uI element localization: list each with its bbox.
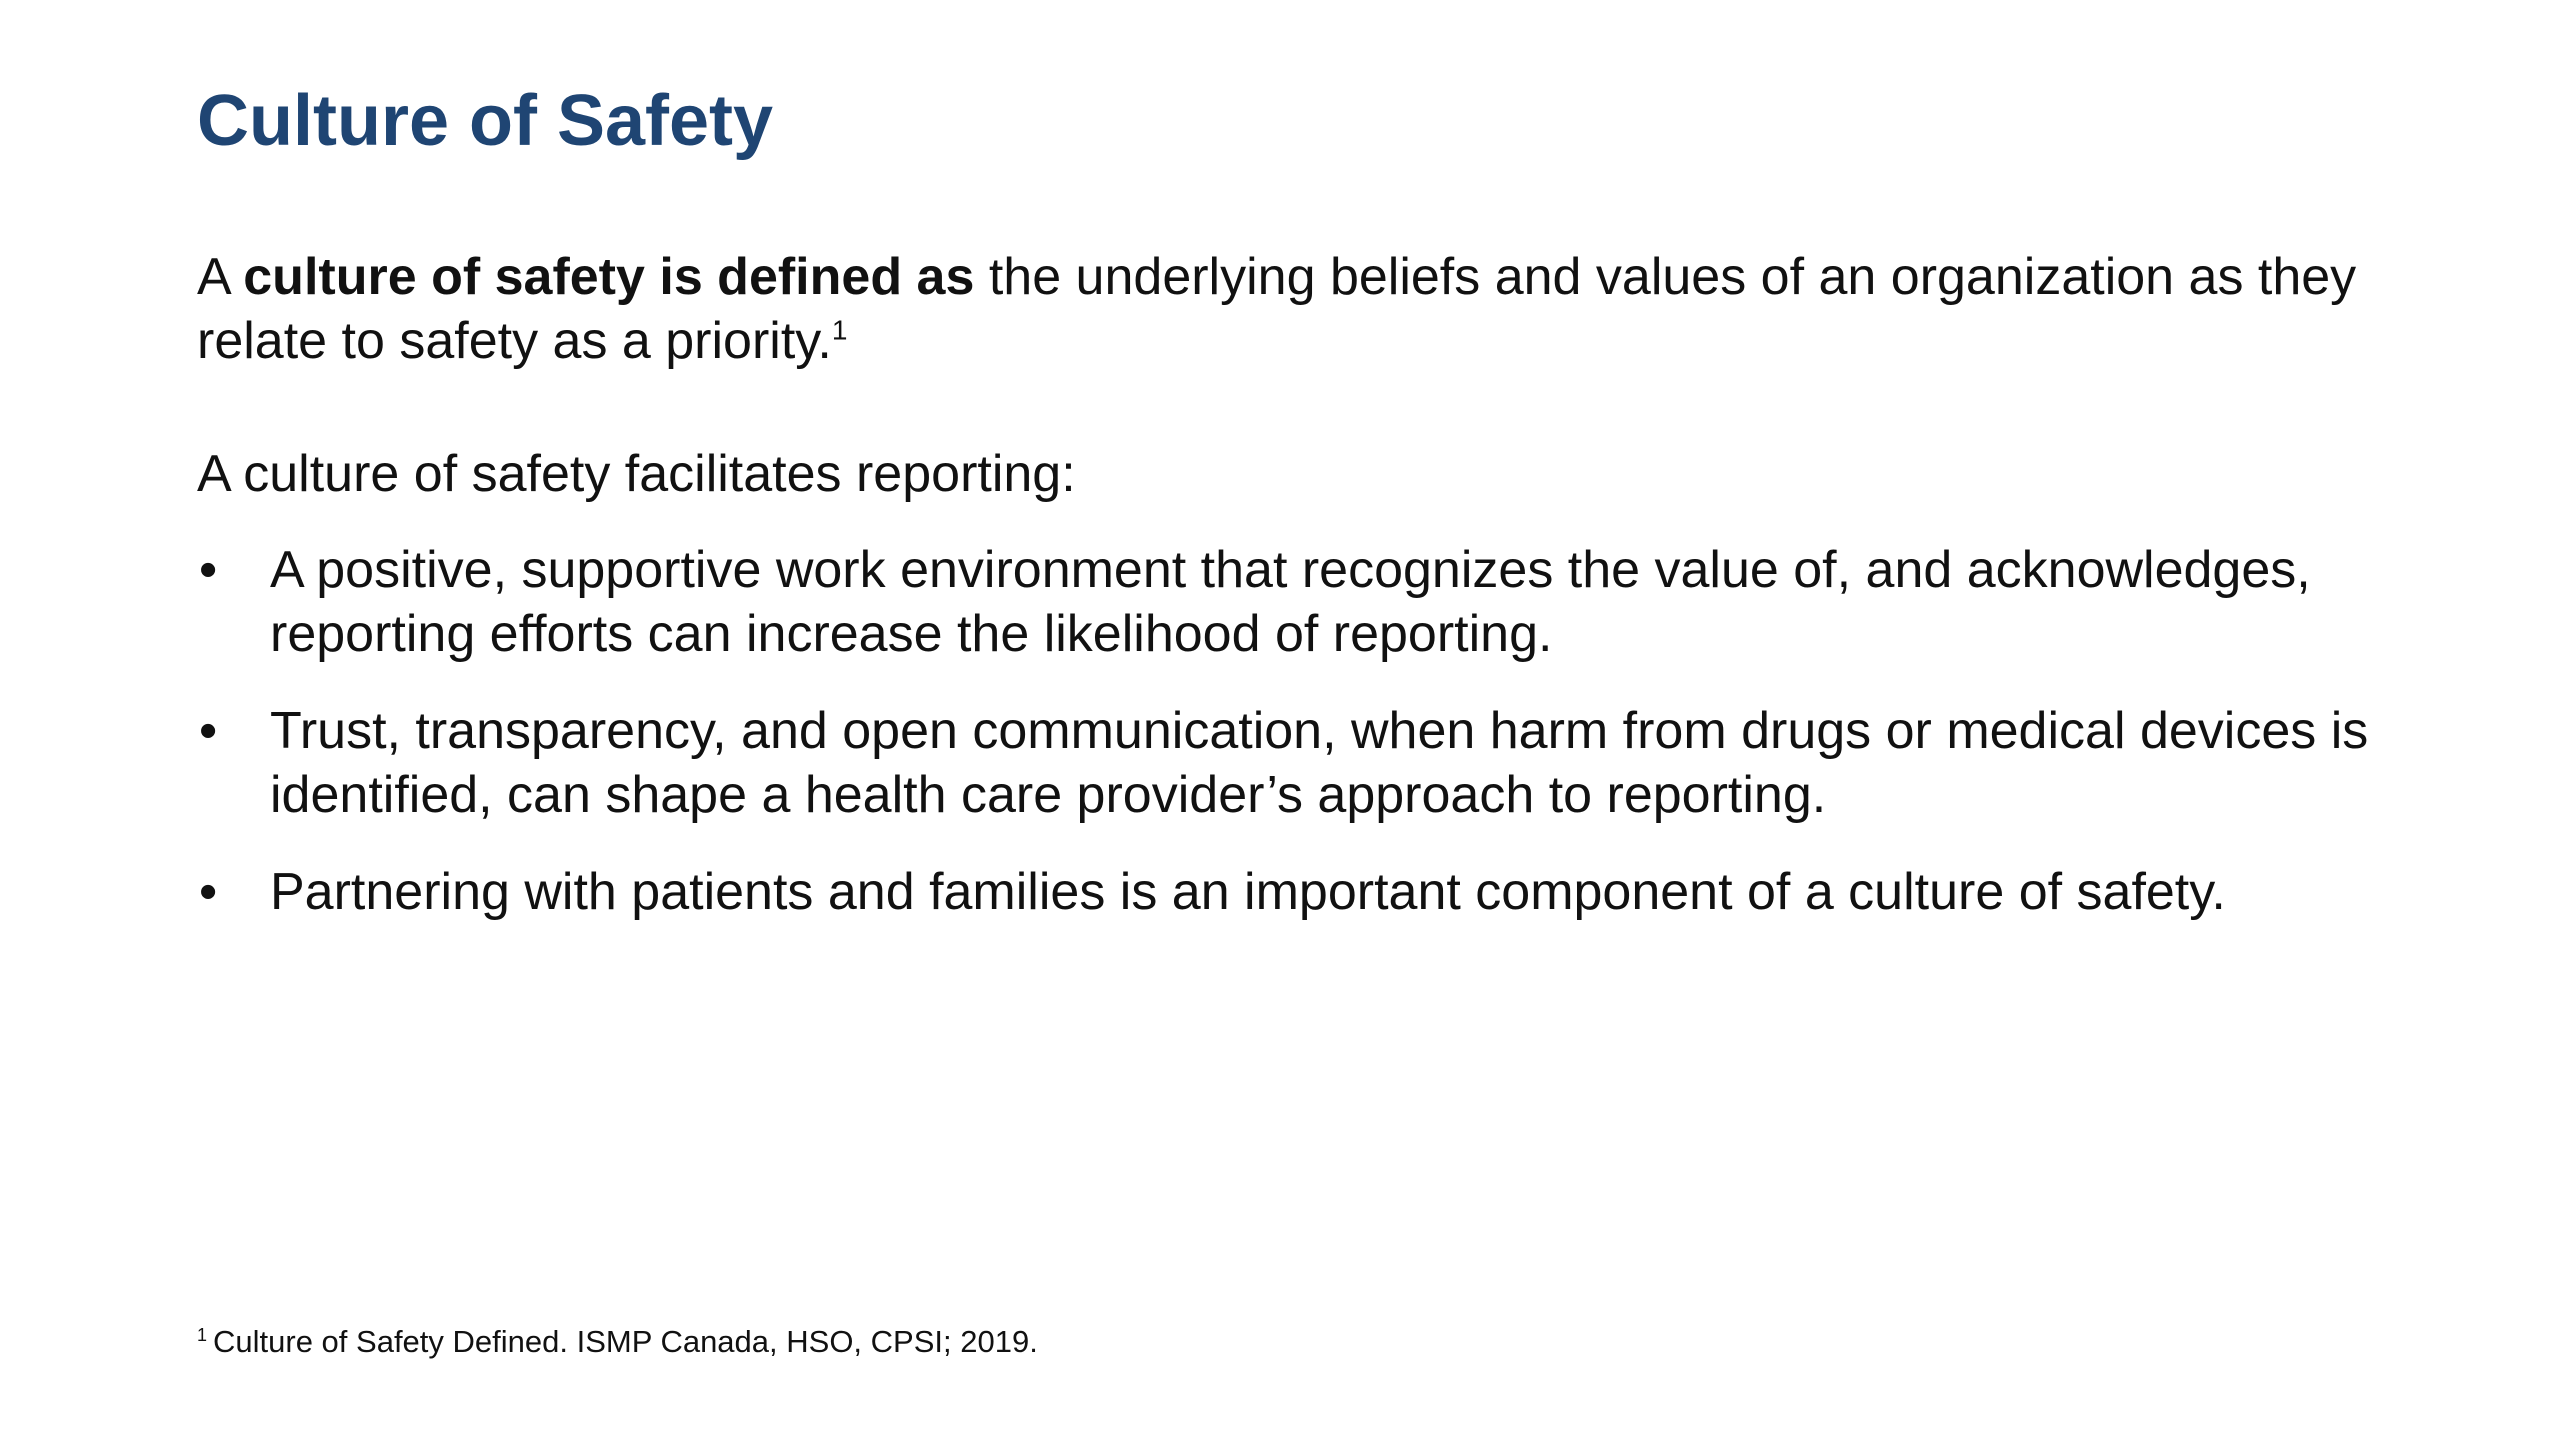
footnote-mark: 1 (197, 1324, 208, 1345)
bullet-item (197, 699, 2417, 827)
slide-title: Culture of Safety (197, 81, 774, 161)
bullet-icon: • (199, 541, 218, 599)
bullet-item (197, 538, 2417, 666)
bullet-item (197, 860, 2417, 924)
definition-footnote-ref: 1 (831, 314, 848, 346)
definition-lead: A (197, 248, 244, 306)
definition-paragraph (197, 245, 2397, 373)
intro-text: A culture of safety facilitates reporting: (197, 445, 1076, 503)
bullet-list (197, 538, 2417, 957)
bullet-icon: • (199, 702, 218, 760)
definition-rest: the underlying beliefs and values of an organization as they relate to safety as a priority. (197, 248, 2357, 370)
footnote (197, 1322, 1038, 1362)
bullet-text: A positive, supportive work environment that recognizes the value of, and acknowledges, reporting efforts can increase the likelihood of reporting. (270, 541, 2311, 663)
bullet-text: Trust, transparency, and open communication, when harm from drugs or medical devices is identified, can shape a health care provider’s approach to reporting. (270, 702, 2369, 824)
bullet-text: Partnering with patients and families is an important component of a culture of safety. (270, 863, 2226, 921)
bullet-icon: • (199, 863, 218, 921)
definition-bold-term: culture of safety is defined as (243, 248, 975, 306)
footnote-text: Culture of Safety Defined. ISMP Canada, HSO, CPSI; 2019. (213, 1324, 1038, 1359)
